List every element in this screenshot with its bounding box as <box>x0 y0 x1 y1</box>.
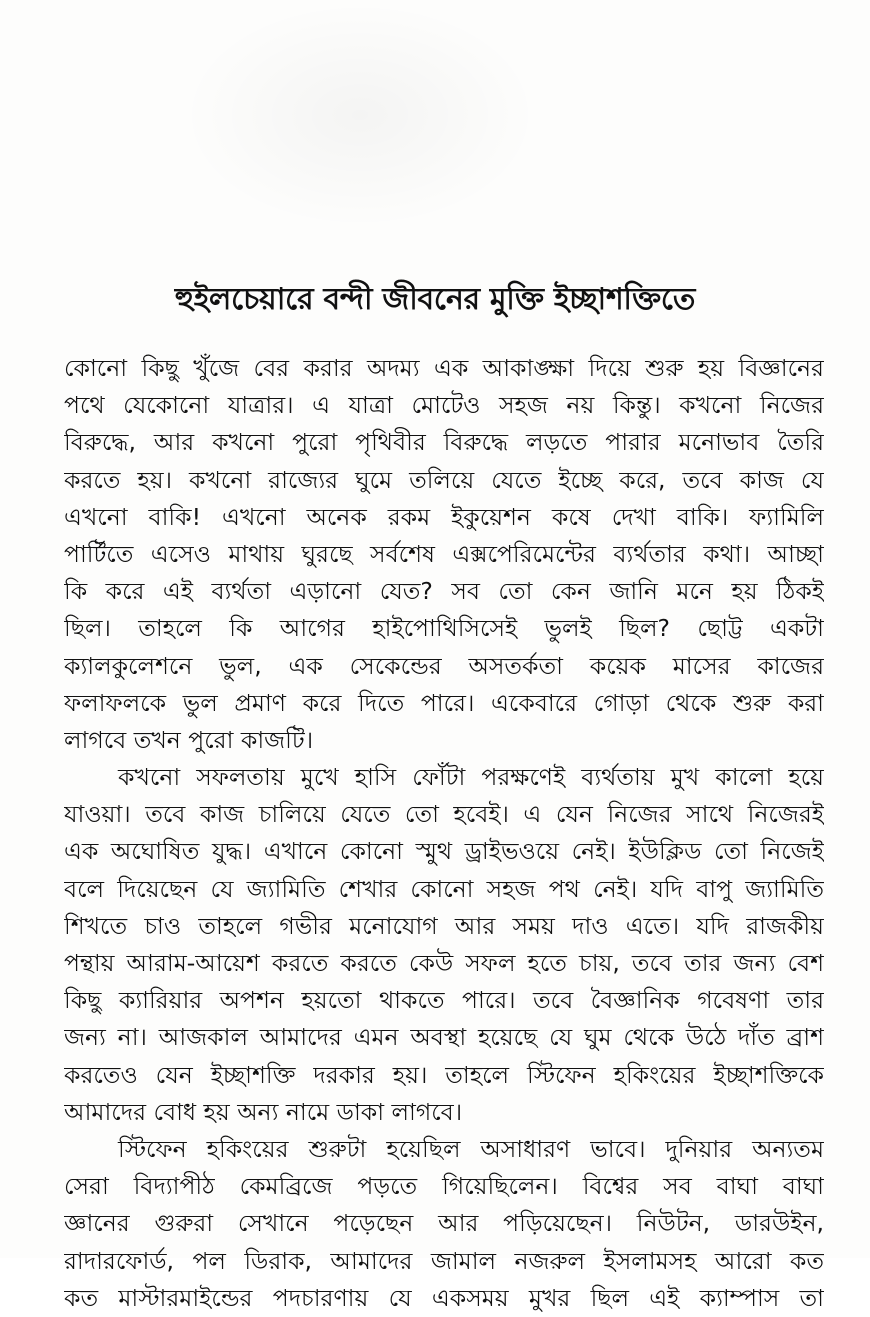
text-line: কি করে এই ব্যর্থতা এড়ানো যেত? সব তো কেন জানি মনে হয় ঠিকই <box>64 577 824 606</box>
text-line: আমাদের বোধ হয় অন্য নামে ডাকা লাগবে। <box>64 1097 463 1126</box>
text-line: কত মাস্টারমাইন্ডের পদচারণায় যে একসময় মুখর ছিল এই ক্যাম্পাস তা <box>64 1283 824 1312</box>
text-line: কোনো কিছু খুঁজে বের করার অদম্য এক আকাঙ্ক্ষা দিয়ে শুরু হয় বিজ্ঞানের <box>64 354 824 382</box>
show-through-shadow <box>180 0 540 230</box>
text-line: করতেও যেন ইচ্ছাশক্তি দরকার হয়। তাহলে স্টিফেন হকিংয়ের ইচ্ছাশক্তিকে <box>64 1060 824 1089</box>
text-line: জ্ঞানের গুরুরা সেখানে পড়েছেন আর পড়িয়েছেন। নিউটন, ডারউইন, <box>64 1209 824 1238</box>
text-line: ফলাফলকে ভুল প্রমাণ করে দিতে পারে। একেবারে গোড়া থেকে শুরু করা <box>64 688 824 717</box>
text-line: কিছু ক্যারিয়ার অপশন হয়তো থাকতে পারে। তবে বৈজ্ঞানিক গবেষণা তার <box>64 986 824 1015</box>
text-line: ক্যালকুলেশনে ভুল, এক সেকেন্ডের অসতর্কতা কয়েক মাসের কাজের <box>64 651 824 680</box>
text-line: সেরা বিদ্যাপীঠ কেমব্রিজে পড়তে গিয়েছিলেন। বিশ্বের সব বাঘা বাঘা <box>64 1172 824 1201</box>
text-line: করতে হয়। কখনো রাজ্যের ঘুমে তলিয়ে যেতে ইচ্ছে করে, তবে কাজ যে <box>64 465 824 494</box>
text-line: বিরুদ্ধে, আর কখনো পুরো পৃথিবীর বিরুদ্ধে লড়তে পারার মনোভাব তৈরি <box>64 428 824 457</box>
text-line: ছিল। তাহলে কি আগের হাইপোথিসিসেই ভুলই ছিল? ছোট্ট একটা <box>64 614 824 643</box>
text-line: এক অঘোষিত যুদ্ধ। এখানে কোনো স্মুথ ড্রাইভওয়ে নেই। ইউক্লিড তো নিজেই <box>64 837 824 866</box>
text-line: লাগবে তখন পুরো কাজটি। <box>64 725 314 754</box>
text-line: কখনো সফলতায় মুখে হাসি ফোঁটা পরক্ষণেই ব্যর্থতায় মুখ কালো হয়ে <box>118 763 824 792</box>
text-line: শিখতে চাও তাহলে গভীর মনোযোগ আর সময় দাও এতে। যদি রাজকীয় <box>64 911 824 940</box>
text-line: পন্থায় আরাম-আয়েশ করতে করতে কেউ সফল হতে চায়, তবে তার জন্য বেশ <box>64 949 824 977</box>
text-line: জন্য না। আজকাল আমাদের এমন অবস্থা হয়েছে যে ঘুম থেকে উঠে দাঁত ব্রাশ <box>64 1023 824 1052</box>
text-line: রাদারফোর্ড, পল ডিরাক, আমাদের জামাল নজরুল ইসলামসহ আরো কত <box>64 1246 824 1275</box>
text-line: যাওয়া। তবে কাজ চালিয়ে যেতে তো হবেই। এ যেন নিজের সাথে নিজেরই <box>64 800 824 829</box>
text-line: এখনো বাকি! এখনো অনেক রকম ইকুয়েশন কষে দেখা বাকি। ফ্যামিলি <box>64 502 824 531</box>
paragraph-3 <box>64 1131 824 1317</box>
paragraph-2 <box>64 759 824 1131</box>
text-line: স্টিফেন হকিংয়ের শুরুটা হয়েছিল অসাধারণ ভাবে। দুনিয়ার অন্যতম <box>118 1134 824 1163</box>
paragraph-1 <box>64 350 824 759</box>
text-line: বলে দিয়েছেন যে জ্যামিতি শেখার কোনো সহজ পথ নেই। যদি বাপু জ্যামিতি <box>64 874 824 903</box>
body-text <box>64 350 824 1317</box>
chapter-title: হুইলচেয়ারে বন্দী জীবনের মুক্তি ইচ্ছাশক্তিতে <box>174 282 696 317</box>
text-line: পথে যেকোনো যাত্রার। এ যাত্রা মোটেও সহজ নয় কিন্তু। কখনো নিজের <box>64 391 824 420</box>
text-line: পার্টিতে এসেও মাথায় ঘুরছে সর্বশেষ এক্সপেরিমেন্টের ব্যর্থতার কথা। আচ্ছা <box>64 539 824 568</box>
